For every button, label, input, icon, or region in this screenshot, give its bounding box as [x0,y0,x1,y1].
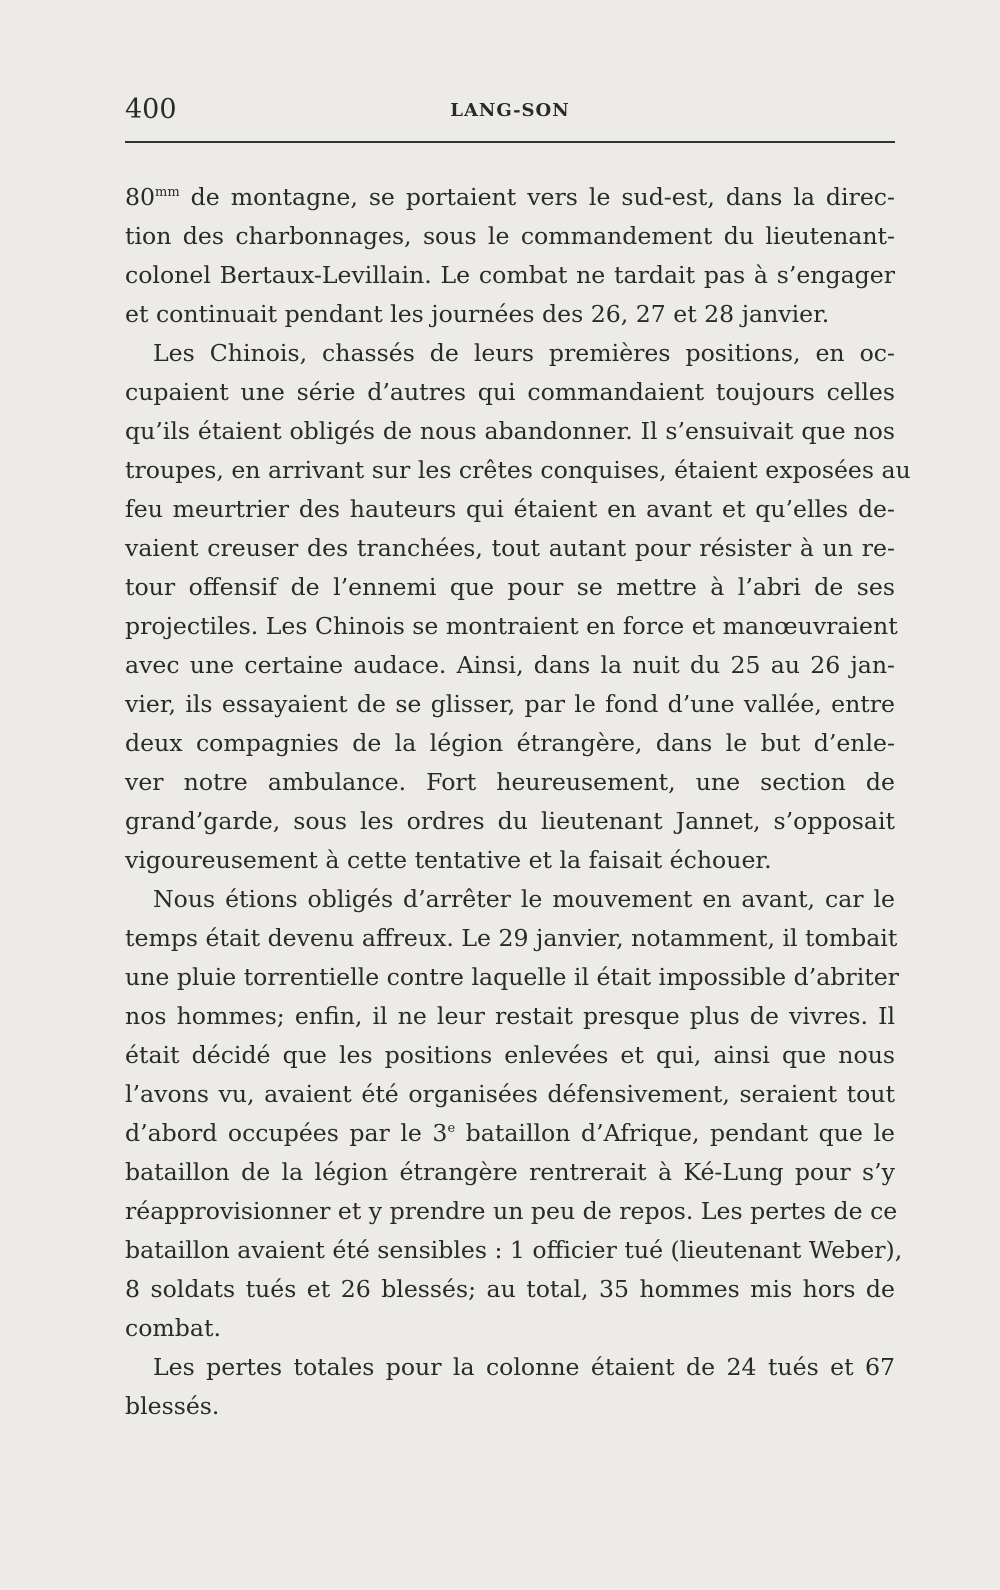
body-text [125,178,911,1426]
text-line: et continuait pendant les journées des 26, 27 et 28 janvier. [125,300,830,328]
text-run: de montagne, se portaient vers le sud-est, dans la direc- [179,183,895,211]
text-line: qu’ils étaient obligés de nous abandonner. Il s’ensuivait que nos [125,417,895,445]
text-line: était décidé que les positions enlevées et qui, ainsi que nous [125,1041,895,1069]
text-line: Les pertes totales pour la colonne étaient de 24 tués et 67 [153,1353,895,1381]
text-line: projectiles. Les Chinois se montraient en force et manœuvraient [125,612,898,640]
text-line: l’avons vu, avaient été organisées défensivement, seraient tout [125,1080,895,1108]
text-line: Nous étions obligés d’arrêter le mouvement en avant, car le [153,885,895,913]
paragraph [125,1348,895,1426]
text-line: une pluie torrentielle contre laquelle il était impossible d’abriter [125,963,899,991]
paragraph [125,880,903,1348]
text-line: tour offensif de l’ennemi que pour se mettre à l’abri de ses [125,573,895,601]
text-line: vier, ils essayaient de se glisser, par le fond d’une vallée, entre [125,690,895,718]
header-rule [125,141,895,143]
page-number: 400 [125,94,177,125]
text-line: avec une certaine audace. Ainsi, dans la nuit du 25 au 26 jan- [125,651,895,679]
text-run: bataillon d’Afrique, pendant que le [455,1119,895,1147]
text-line [125,1114,895,1153]
text-run: 80 [125,183,156,211]
text-line: troupes, en arrivant sur les crêtes conquises, étaient exposées au [125,456,911,484]
text-line [125,178,895,217]
text-line: grand’garde, sous les ordres du lieutenant Jannet, s’opposait [125,807,895,835]
text-line: Les Chinois, chassés de leurs premières positions, en oc- [153,339,895,367]
text-line: colonel Bertaux-Levillain. Le combat ne tardait pas à s’engager [125,261,895,289]
text-line: temps était devenu affreux. Le 29 janvier, notamment, il tombait [125,924,898,952]
text-line: nos hommes; enfin, il ne leur restait presque plus de vivres. Il [125,1002,895,1030]
text-line: blessés. [125,1392,220,1420]
text-line: deux compagnies de la légion étrangère, dans le but d’enle- [125,729,895,757]
superscript: e [447,1121,456,1136]
text-line: combat. [125,1314,221,1342]
text-line: bataillon de la légion étrangère rentrerait à Ké-Lung pour s’y [125,1158,895,1186]
text-line: vigoureusement à cette tentative et la faisait échouer. [125,846,772,874]
text-run: d’abord occupées par le 3 [125,1119,448,1147]
text-line: vaient creuser des tranchées, tout autant pour résister à un re- [125,534,895,562]
text-line: tion des charbonnages, sous le commandement du lieutenant- [125,222,895,250]
text-line: réapprovisionner et y prendre un peu de repos. Les pertes de ce [125,1197,898,1225]
superscript: mm [155,185,180,200]
text-line: 8 soldats tués et 26 blessés; au total, 35 hommes mis hors de [125,1275,895,1303]
page-header [125,92,895,132]
running-title: LANG-SON [450,100,570,121]
paragraph [125,178,895,334]
text-line: feu meurtrier des hauteurs qui étaient en avant et qu’elles de- [125,495,895,523]
text-line: bataillon avaient été sensibles : 1 officier tué (lieutenant Weber), [125,1236,903,1264]
text-line: ver notre ambulance. Fort heureusement, une section de [125,768,895,796]
paragraph [125,334,911,880]
text-line: cupaient une série d’autres qui commandaient toujours celles [125,378,895,406]
